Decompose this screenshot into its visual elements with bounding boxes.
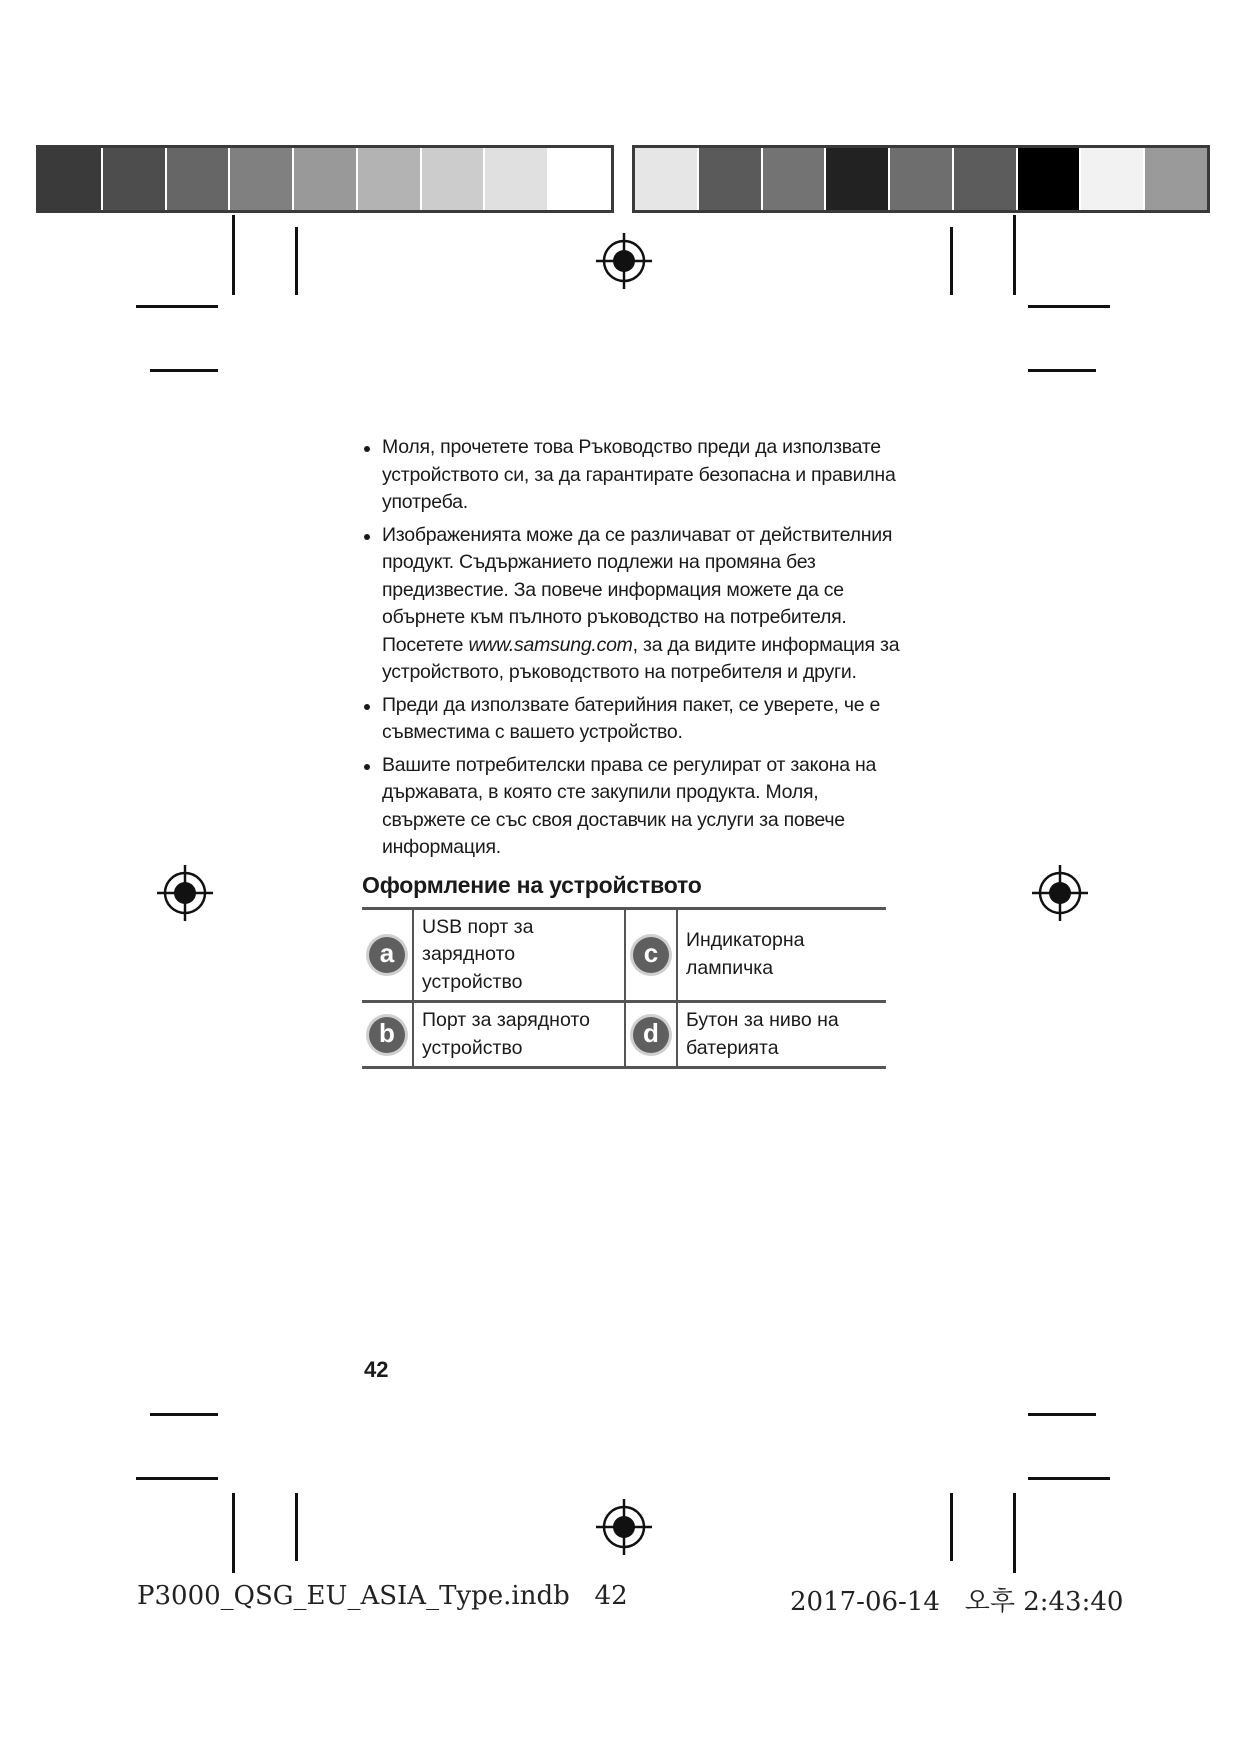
letter-c-icon: c [633,937,669,973]
color-swatch [228,148,292,210]
part-description: USB порт за зарядното устройство [413,908,625,1002]
color-swatch [420,148,484,210]
letter-d-icon: d [633,1017,669,1053]
registration-mark-icon [594,1497,654,1557]
notice-list [362,434,902,862]
part-label-cell [625,908,677,1002]
registration-mark-icon [594,231,654,291]
color-swatch [952,148,1016,210]
table-row [362,1002,886,1068]
crop-mark [232,215,235,295]
device-layout-table [362,907,886,1070]
color-swatch [292,148,356,210]
list-item-text: Изображенията може да се различават от действителния продукт. Съдържанието подлежи на промяна без предизвестие. За повече информация можете да се обърнете към пълното ръководство на потребителя. Посетете [382,523,893,656]
color-bar-left [36,145,614,213]
color-swatch [547,148,611,210]
color-swatch [356,148,420,210]
crop-mark [295,1493,298,1561]
website-link[interactable]: www.samsung.com [468,633,633,656]
crop-mark [950,227,953,295]
part-label-cell [625,1002,677,1068]
part-description: Индикаторна лампичка [686,929,805,979]
registration-mark-icon [1030,863,1090,923]
color-swatch [1143,148,1207,210]
part-description: Порт за зарядното устройство [413,1002,625,1068]
color-swatch [1016,148,1080,210]
print-slug-timestamp: 2017-06-14 오후 2:43:40 [790,1587,1124,1617]
color-swatch [483,148,547,210]
color-bar-right [632,145,1210,213]
part-label-cell [362,1002,413,1068]
crop-mark [950,1493,953,1561]
crop-mark [1028,1413,1096,1416]
print-slug-file: P3000_QSG_EU_ASIA_Type.indb 42 [137,1581,628,1611]
crop-mark [1013,1493,1016,1573]
color-swatch [824,148,888,210]
crop-mark [136,305,218,308]
page-content [362,434,902,1069]
color-swatch [101,148,165,210]
color-swatch [635,148,697,210]
section-title: Оформление на устройството [362,871,702,898]
table-row [362,908,886,1002]
color-swatch [761,148,825,210]
color-swatch [39,148,101,210]
list-item [362,522,902,687]
page-number: 42 [364,1357,389,1382]
crop-mark [136,1477,218,1480]
letter-b-icon: b [369,1017,405,1053]
color-swatch [165,148,229,210]
crop-mark [1028,369,1096,372]
crop-mark [232,1493,235,1573]
crop-mark [1028,305,1110,308]
part-description: Бутон за ниво на батерията [686,1009,839,1059]
crop-mark [1013,215,1016,295]
crop-mark [150,369,218,372]
crop-mark [150,1413,218,1416]
list-item: Вашите потребителски права се регулират от закона на държавата, в която сте закупили продукта. Моля, свържете се със своя доставчик на услуги за повече информация. [362,752,902,862]
list-item: Преди да използвате батерийния пакет, се уверете, че е съвместима с вашето устройство. [362,692,902,747]
color-swatch [1079,148,1143,210]
color-swatch [888,148,952,210]
color-swatch [697,148,761,210]
registration-mark-icon [155,863,215,923]
letter-a-icon: a [369,937,405,973]
crop-mark [1028,1477,1110,1480]
crop-mark [295,227,298,295]
list-item-text: , за да видите информация за устройството, ръководството на потребителя и други. [382,633,900,683]
part-label-cell [362,908,413,1002]
list-item: Моля, прочетете това Ръководство преди да използвате устройството си, за да гарантирате безопасна и правилна употреба. [362,434,902,517]
